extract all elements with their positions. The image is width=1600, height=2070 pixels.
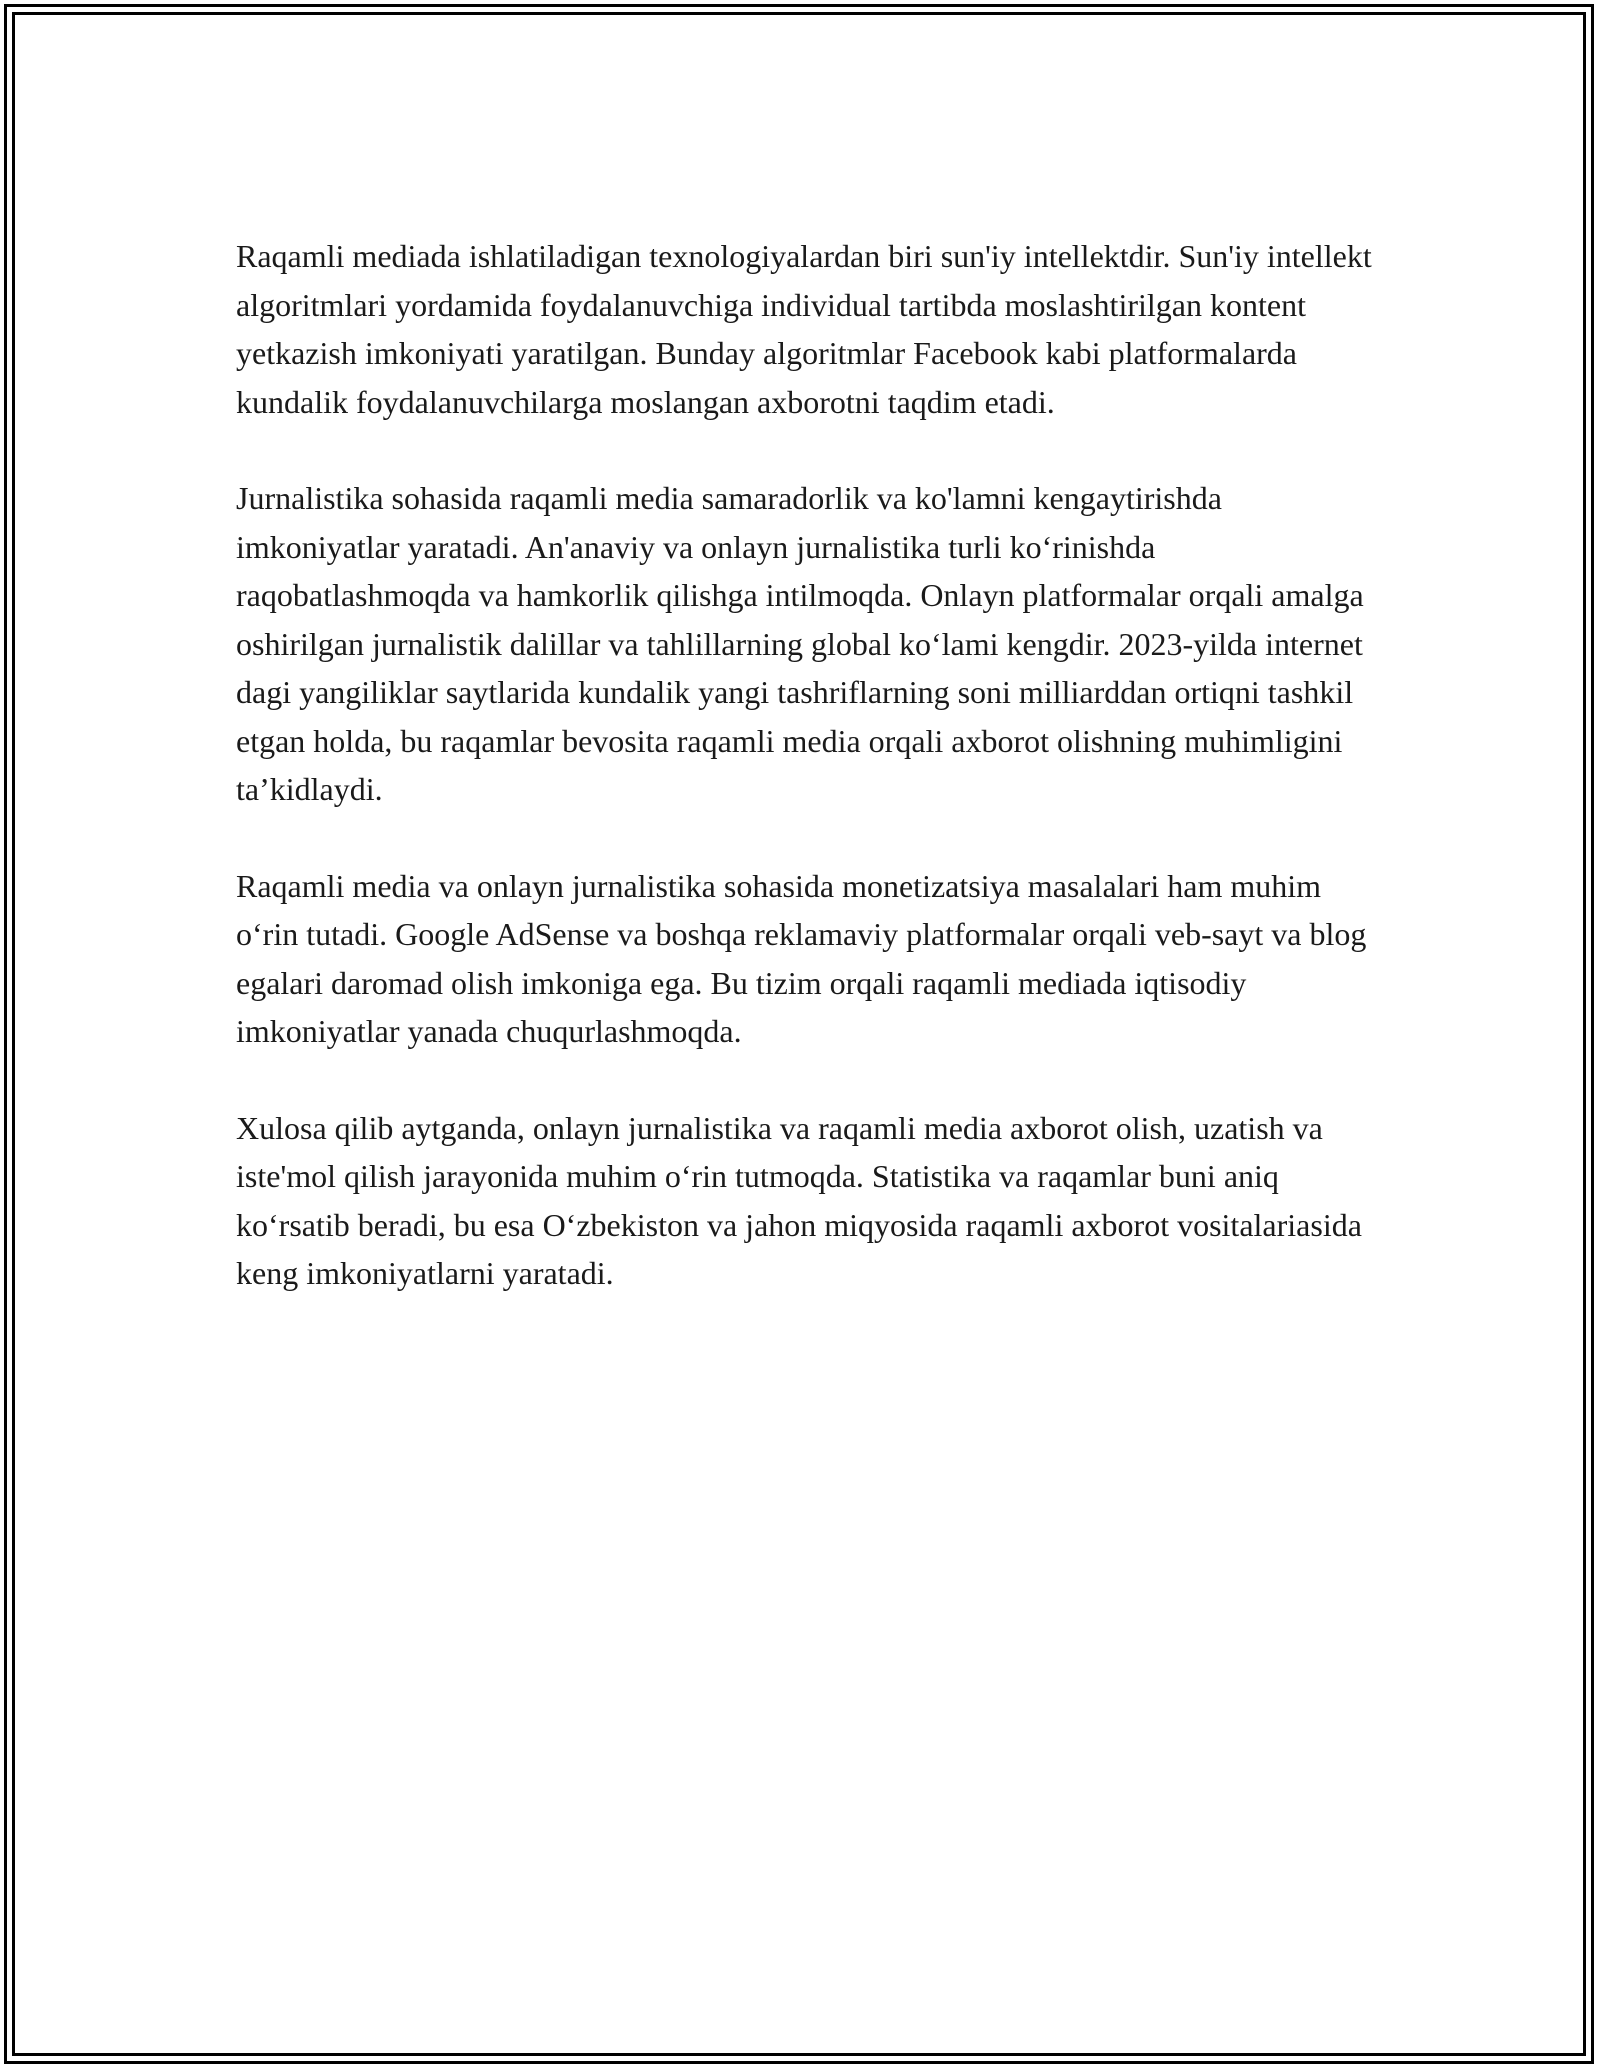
document-body bbox=[236, 232, 1378, 1346]
paragraph-monetization: Raqamli media va onlayn jurnalistika sohasida monetizatsiya masalalari ham muhim oʻrin tutadi. Google AdSense va boshqa reklamaviy platformalar orqali veb-sayt va blog egalari daromad olish imkoniga ega. Bu tizim orqali raqamli mediada iqtisodiy imkoniyatlar yanada chuqurlashmoqda. bbox=[236, 867, 1367, 1049]
paragraph-ai-technology: Raqamli mediada ishlatiladigan texnologiyalardan biri sun'iy intellektdir. Sun'iy intellekt algoritmlari yordamida foydalanuvchiga individual tartibda moslashtirilgan kontent yetkazish imkoniyati yaratilgan. Bunday algoritmlar Facebook kabi platformalarda kundalik foydalanuvchilarga moslangan axborotni taqdim etadi. bbox=[236, 238, 1372, 420]
paragraph-conclusion: Xulosa qilib aytganda, onlayn jurnalistika va raqamli media axborot olish, uzatish va iste'mol qilish jarayonida muhim oʻrin tutmoqda. Statistika va raqamlar buni aniq koʻrsatib beradi, bu esa Oʻzbekiston va jahon miqyosida raqamli axborot vositalariasida keng imkoniyatlarni yaratadi. bbox=[236, 1109, 1362, 1291]
paragraph-journalism-digital-media: Jurnalistika sohasida raqamli media samaradorlik va ko'lamni kengaytirishda imkoniyatlar yaratadi. An'anaviy va onlayn jurnalistika turli koʻrinishda raqobatlashmoqda va hamkorlik qilishga intilmoqda. Onlayn platformalar orqali amalga oshirilgan jurnalistik dalillar va tahlillarning global koʻlami kengdir. 2023-yilda internet dagi yangiliklar saytlarida kundalik yangi tashriflarning soni milliarddan ortiqni tashkil etgan holda, bu raqamlar bevosita raqamli media orqali axborot olishning muhimligini ta’kidlaydi. bbox=[236, 480, 1364, 807]
